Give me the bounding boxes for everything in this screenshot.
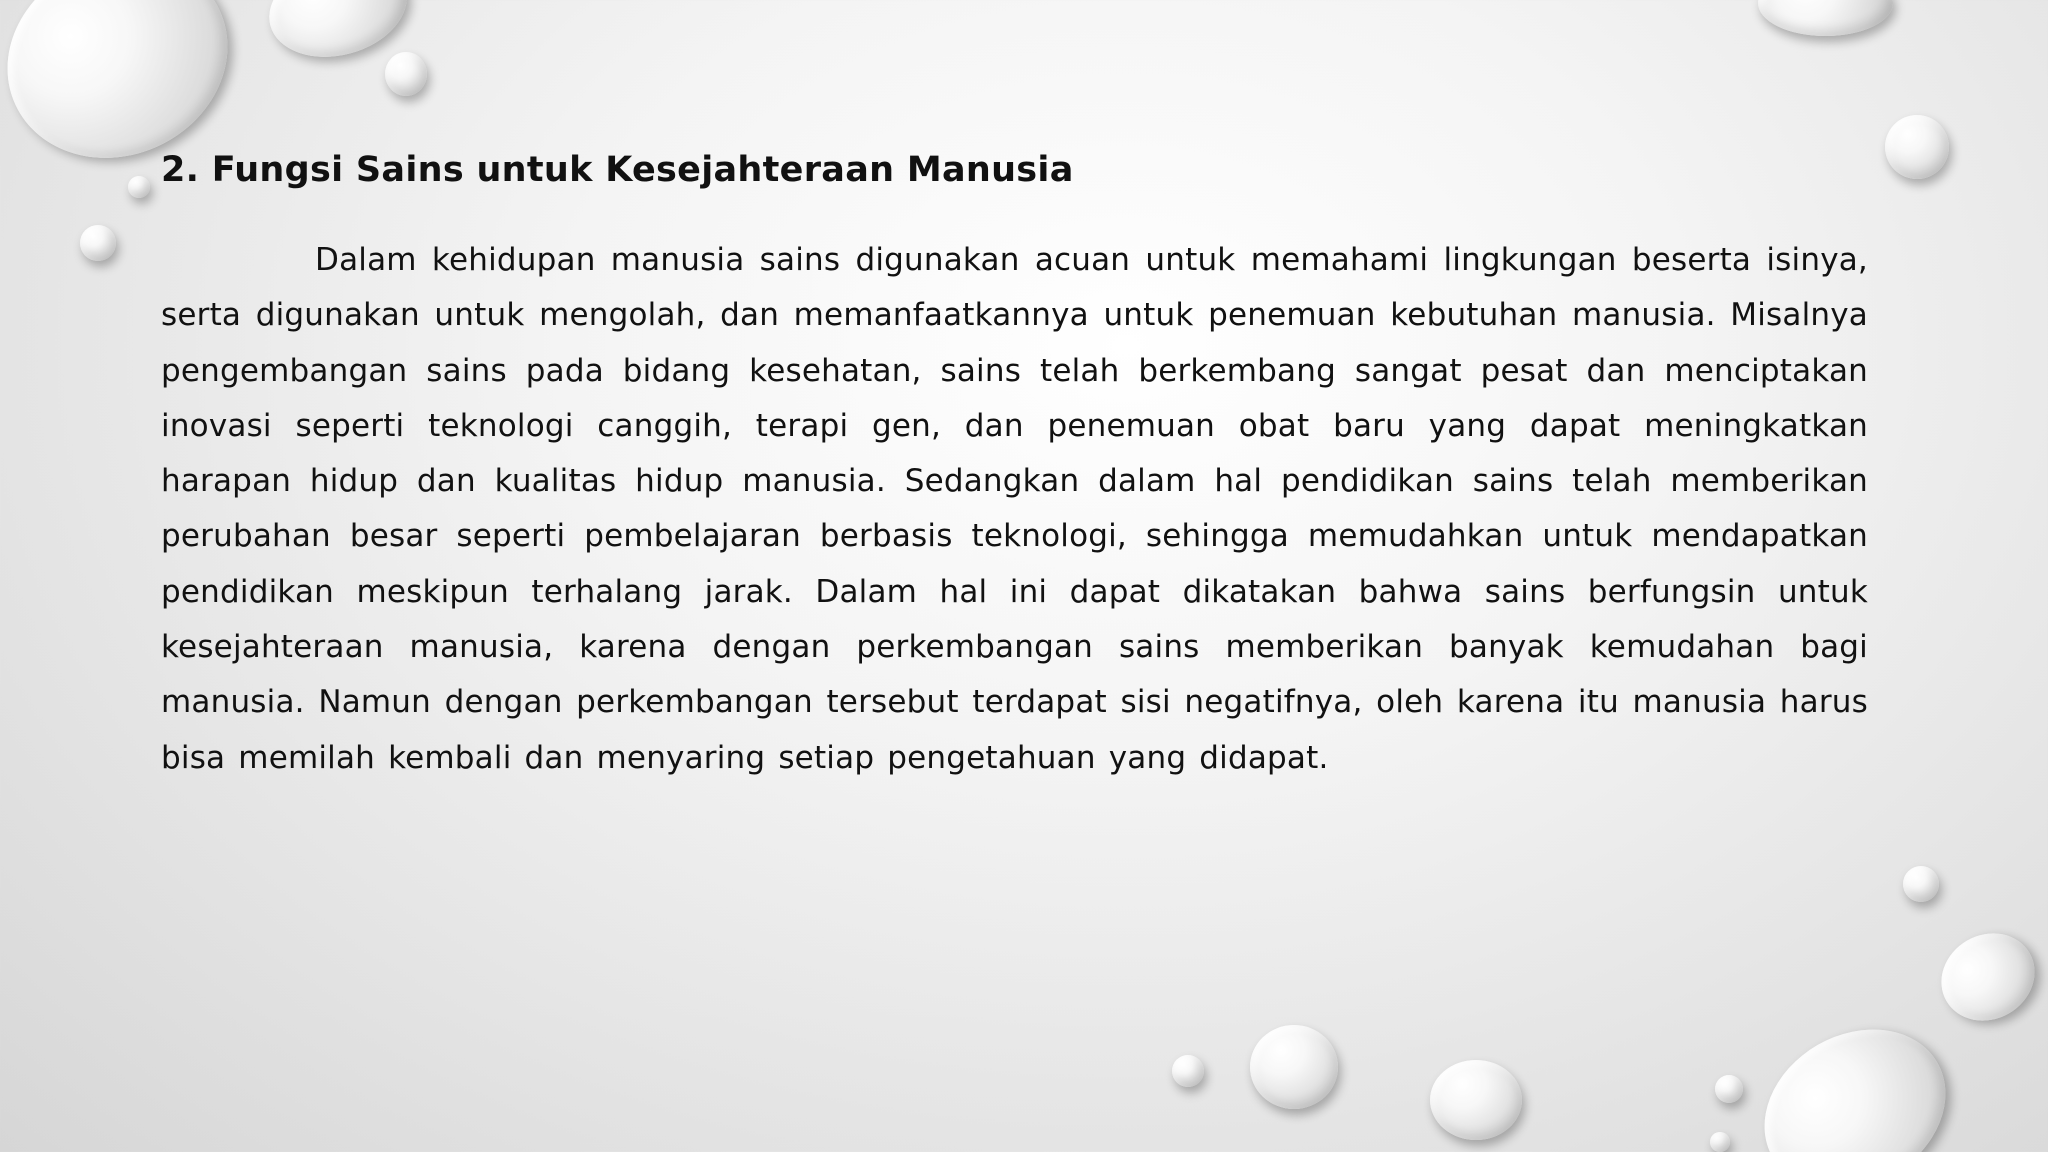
water-drop-decoration: [1758, 0, 1893, 36]
water-drop-decoration: [1172, 1055, 1204, 1087]
water-drop-decoration: [1903, 866, 1939, 902]
water-drop-decoration: [1885, 115, 1949, 179]
water-drop-decoration: [1925, 917, 2048, 1038]
water-drop-decoration: [1735, 998, 1975, 1152]
water-drop-decoration: [1710, 1132, 1730, 1152]
slide-title: 2. Fungsi Sains untuk Kesejahteraan Manusia: [161, 150, 1074, 190]
water-drop-decoration: [1430, 1060, 1522, 1140]
water-drop-decoration: [128, 176, 150, 198]
water-drop-decoration: [80, 225, 116, 261]
body-paragraph: Dalam kehidupan manusia sains digunakan acuan untuk memahami lingkungan beserta isinya, serta digunakan untuk mengolah, dan memanfaatkannya untuk penemuan kebutuhan manusia. Misalnya pengembangan sains pada bidang kesehatan, sains telah berkembang sangat pesat dan menciptakan inovasi seperti teknologi canggih, terapi gen, dan penemuan obat baru yang dapat meningkatkan harapan hidup dan kualitas hidup manusia. Sedangkan dalam hal pendidikan sains telah memberikan perubahan besar seperti pembelajaran berbasis teknologi, sehingga memudahkan untuk mendapatkan pendidikan meskipun terhalang jarak. Dalam hal ini dapat dikatakan bahwa sains berfungsin untuk kesejahteraan manusia, karena dengan perkembangan sains memberikan banyak kemudahan bagi manusia. Namun dengan perkembangan tersebut terdapat sisi negatifnya, oleh karena itu manusia harus bisa memilah kembali dan menyaring setiap pengetahuan yang didapat.: [161, 242, 1868, 776]
water-drop-decoration: [1250, 1025, 1338, 1109]
water-drop-decoration: [1715, 1075, 1743, 1103]
water-drop-decoration: [385, 52, 427, 96]
